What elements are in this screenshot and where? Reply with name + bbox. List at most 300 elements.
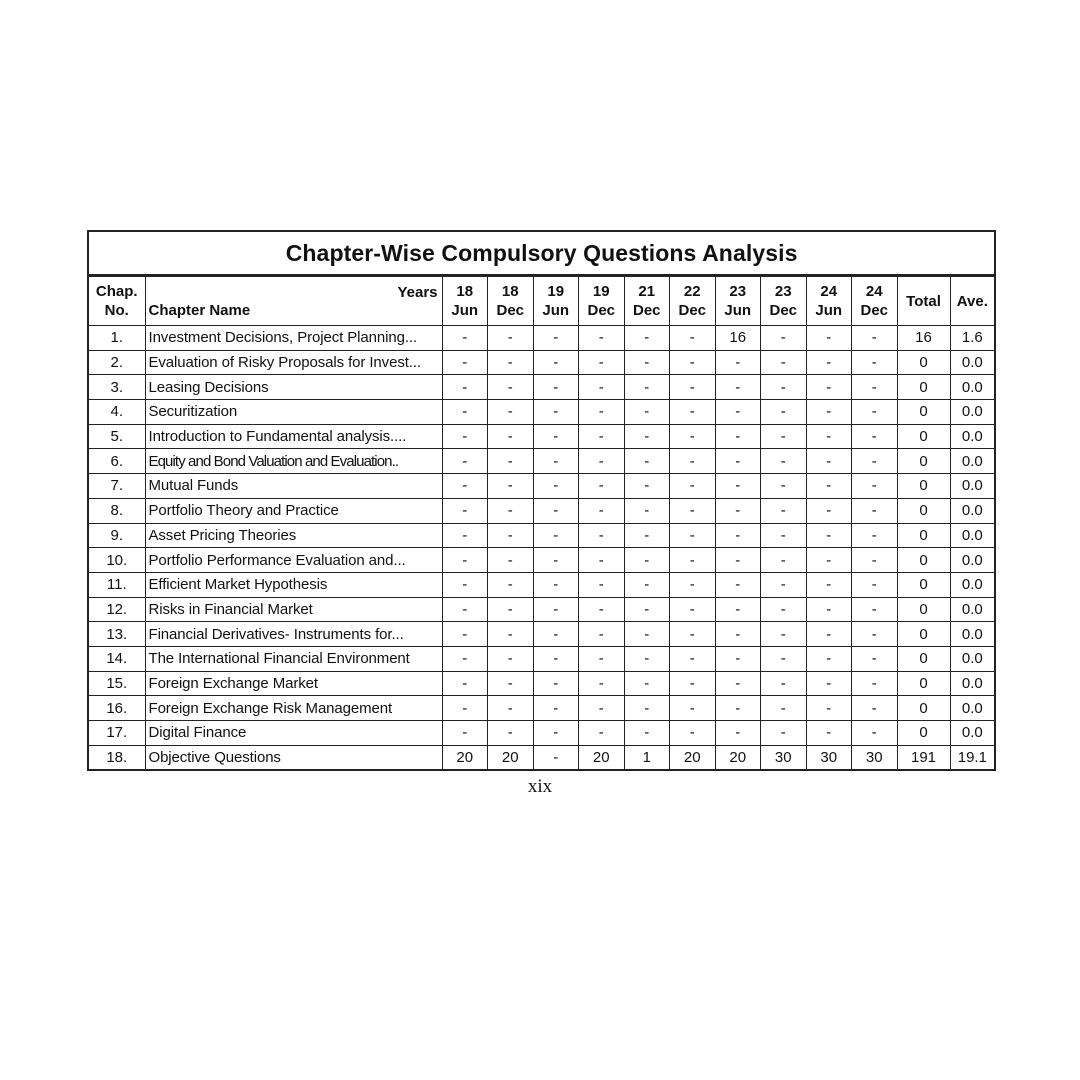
average-cell: 0.0 <box>950 424 995 449</box>
year-value-cell: - <box>533 375 579 400</box>
year-value-cell: - <box>715 671 761 696</box>
year-value-cell: - <box>761 721 807 746</box>
chapter-number-cell: 2. <box>88 350 145 375</box>
table-row <box>88 474 995 499</box>
chapter-number-cell: 11. <box>88 572 145 597</box>
average-cell: 0.0 <box>950 375 995 400</box>
year-value-cell: - <box>533 597 579 622</box>
year-value-cell: - <box>488 350 534 375</box>
year-value-cell: - <box>488 523 534 548</box>
year-value-cell: 20 <box>442 745 488 770</box>
average-cell: 0.0 <box>950 498 995 523</box>
header-row <box>88 276 995 326</box>
year-header <box>761 276 807 326</box>
year-value-cell: - <box>806 449 852 474</box>
table-row <box>88 721 995 746</box>
chapter-name-cell: Efficient Market Hypothesis <box>145 572 442 597</box>
year-value-cell: - <box>852 696 898 721</box>
year-header <box>806 276 852 326</box>
table-row <box>88 745 995 770</box>
average-cell: 0.0 <box>950 572 995 597</box>
year-value-cell: - <box>624 424 670 449</box>
total-header: Total <box>897 276 950 326</box>
year-value-cell: - <box>806 424 852 449</box>
year-value-cell: - <box>624 400 670 425</box>
year-value-cell: - <box>852 474 898 499</box>
year-header <box>579 276 625 326</box>
average-cell: 0.0 <box>950 597 995 622</box>
year-value-cell: - <box>761 326 807 351</box>
year-value-cell: - <box>715 474 761 499</box>
year-value-cell: - <box>852 646 898 671</box>
year-value-cell: - <box>624 498 670 523</box>
year-value-cell: 20 <box>670 745 716 770</box>
year-value-cell: - <box>715 696 761 721</box>
year-value-cell: - <box>442 696 488 721</box>
year-header-year: 24 <box>865 283 883 300</box>
year-value-cell: - <box>852 498 898 523</box>
total-cell: 0 <box>897 523 950 548</box>
year-value-cell: 30 <box>761 745 807 770</box>
year-value-cell: - <box>715 449 761 474</box>
year-value-cell: - <box>533 548 579 573</box>
year-value-cell: - <box>442 375 488 400</box>
year-value-cell: - <box>579 375 625 400</box>
year-value-cell: - <box>624 350 670 375</box>
year-value-cell: - <box>761 375 807 400</box>
chapter-number-cell: 17. <box>88 721 145 746</box>
year-value-cell: - <box>670 597 716 622</box>
year-value-cell: - <box>715 375 761 400</box>
year-value-cell: - <box>579 597 625 622</box>
year-value-cell: - <box>715 622 761 647</box>
chapter-number-cell: 8. <box>88 498 145 523</box>
year-header-month: Jun <box>815 302 843 319</box>
year-value-cell: - <box>852 400 898 425</box>
chapter-number-cell: 5. <box>88 424 145 449</box>
year-header-month: Jun <box>542 302 570 319</box>
average-header: Ave. <box>950 276 995 326</box>
year-value-cell: - <box>852 671 898 696</box>
chapter-number-cell: 1. <box>88 326 145 351</box>
year-value-cell: - <box>442 622 488 647</box>
year-value-cell: - <box>806 622 852 647</box>
year-value-cell: - <box>670 400 716 425</box>
year-value-cell: - <box>624 449 670 474</box>
year-value-cell: - <box>806 646 852 671</box>
year-value-cell: - <box>761 350 807 375</box>
year-value-cell: - <box>533 745 579 770</box>
year-header-year: 21 <box>638 283 656 300</box>
average-cell: 0.0 <box>950 671 995 696</box>
year-value-cell: - <box>488 400 534 425</box>
total-cell: 0 <box>897 721 950 746</box>
average-cell: 1.6 <box>950 326 995 351</box>
year-value-cell: - <box>715 424 761 449</box>
table-row <box>88 350 995 375</box>
year-value-cell: - <box>533 721 579 746</box>
table-row <box>88 597 995 622</box>
total-cell: 0 <box>897 671 950 696</box>
year-value-cell: - <box>488 671 534 696</box>
year-value-cell: - <box>579 671 625 696</box>
year-value-cell: - <box>624 622 670 647</box>
year-value-cell: - <box>715 721 761 746</box>
year-value-cell: - <box>579 646 625 671</box>
year-value-cell: - <box>715 597 761 622</box>
year-value-cell: - <box>488 646 534 671</box>
years-header-label: Years <box>397 284 438 301</box>
chapter-name-cell: Asset Pricing Theories <box>145 523 442 548</box>
year-value-cell: - <box>670 350 716 375</box>
year-header <box>715 276 761 326</box>
year-header-month: Jun <box>724 302 752 319</box>
table-row <box>88 449 995 474</box>
year-value-cell: - <box>533 646 579 671</box>
average-cell: 19.1 <box>950 745 995 770</box>
table-body <box>88 326 995 771</box>
total-cell: 0 <box>897 424 950 449</box>
year-value-cell: - <box>442 326 488 351</box>
year-value-cell: - <box>624 721 670 746</box>
average-cell: 0.0 <box>950 400 995 425</box>
year-value-cell: - <box>488 548 534 573</box>
table-title: Chapter-Wise Compulsory Questions Analysis <box>88 231 995 276</box>
year-value-cell: - <box>579 474 625 499</box>
chapter-name-cell: Foreign Exchange Risk Management <box>145 696 442 721</box>
year-value-cell: - <box>442 424 488 449</box>
total-cell: 0 <box>897 498 950 523</box>
chapter-number-cell: 7. <box>88 474 145 499</box>
year-value-cell: - <box>715 548 761 573</box>
year-value-cell: - <box>533 622 579 647</box>
table-row <box>88 696 995 721</box>
year-value-cell: - <box>670 548 716 573</box>
chap-no-header-line2: No. <box>104 302 129 319</box>
total-cell: 0 <box>897 400 950 425</box>
year-header-year: 22 <box>683 283 701 300</box>
year-value-cell: - <box>670 671 716 696</box>
year-value-cell: - <box>670 622 716 647</box>
chapter-name-cell: Portfolio Theory and Practice <box>145 498 442 523</box>
year-value-cell: - <box>533 326 579 351</box>
chapter-number-cell: 3. <box>88 375 145 400</box>
table-row <box>88 548 995 573</box>
total-cell: 0 <box>897 572 950 597</box>
table-row <box>88 424 995 449</box>
year-value-cell: - <box>761 572 807 597</box>
year-value-cell: - <box>488 424 534 449</box>
year-value-cell: - <box>624 326 670 351</box>
chapter-number-cell: 18. <box>88 745 145 770</box>
year-value-cell: - <box>579 498 625 523</box>
year-value-cell: - <box>533 498 579 523</box>
year-value-cell: - <box>488 572 534 597</box>
year-value-cell: - <box>670 375 716 400</box>
year-value-cell: - <box>533 523 579 548</box>
year-value-cell: - <box>442 400 488 425</box>
year-value-cell: - <box>488 474 534 499</box>
year-value-cell: - <box>670 696 716 721</box>
year-value-cell: - <box>624 696 670 721</box>
year-value-cell: - <box>761 671 807 696</box>
year-value-cell: - <box>806 523 852 548</box>
year-value-cell: - <box>442 449 488 474</box>
year-header-month: Dec <box>678 302 707 319</box>
total-cell: 0 <box>897 646 950 671</box>
year-value-cell: - <box>670 449 716 474</box>
average-cell: 0.0 <box>950 646 995 671</box>
chapter-name-cell: Foreign Exchange Market <box>145 671 442 696</box>
chapter-number-cell: 16. <box>88 696 145 721</box>
year-value-cell: - <box>670 424 716 449</box>
year-value-cell: - <box>806 671 852 696</box>
year-value-cell: - <box>442 572 488 597</box>
year-header-year: 19 <box>547 283 565 300</box>
year-value-cell: - <box>761 548 807 573</box>
year-value-cell: - <box>624 671 670 696</box>
average-cell: 0.0 <box>950 474 995 499</box>
total-cell: 0 <box>897 449 950 474</box>
table-row <box>88 400 995 425</box>
year-value-cell: - <box>442 597 488 622</box>
year-header-year: 19 <box>592 283 610 300</box>
chapter-name-cell: Equity and Bond Valuation and Evaluation.. <box>145 449 442 474</box>
year-value-cell: - <box>761 400 807 425</box>
year-value-cell: - <box>624 646 670 671</box>
total-cell: 0 <box>897 597 950 622</box>
average-cell: 0.0 <box>950 696 995 721</box>
year-value-cell: - <box>806 326 852 351</box>
table-row <box>88 523 995 548</box>
chapter-name-cell: Portfolio Performance Evaluation and... <box>145 548 442 573</box>
year-value-cell: - <box>579 350 625 375</box>
year-value-cell: - <box>533 572 579 597</box>
year-value-cell: - <box>579 548 625 573</box>
year-header-year: 18 <box>501 283 519 300</box>
year-value-cell: - <box>579 622 625 647</box>
total-cell: 16 <box>897 326 950 351</box>
year-value-cell: - <box>852 350 898 375</box>
year-header-month: Dec <box>860 302 889 319</box>
year-value-cell: - <box>670 474 716 499</box>
year-value-cell: - <box>806 597 852 622</box>
total-cell: 0 <box>897 474 950 499</box>
chapter-number-cell: 15. <box>88 671 145 696</box>
year-value-cell: - <box>533 449 579 474</box>
year-value-cell: - <box>852 721 898 746</box>
year-header <box>624 276 670 326</box>
year-value-cell: 16 <box>715 326 761 351</box>
chapter-number-cell: 6. <box>88 449 145 474</box>
year-value-cell: - <box>488 326 534 351</box>
year-value-cell: - <box>579 400 625 425</box>
average-cell: 0.0 <box>950 449 995 474</box>
year-value-cell: - <box>533 400 579 425</box>
year-value-cell: - <box>442 721 488 746</box>
year-value-cell: - <box>715 498 761 523</box>
year-header <box>488 276 534 326</box>
year-value-cell: - <box>670 721 716 746</box>
chapter-number-cell: 10. <box>88 548 145 573</box>
chapter-number-cell: 12. <box>88 597 145 622</box>
year-value-cell: - <box>579 449 625 474</box>
chap-no-header-line1: Chap. <box>95 283 138 300</box>
chapter-number-cell: 4. <box>88 400 145 425</box>
year-value-cell: - <box>761 696 807 721</box>
year-value-cell: - <box>488 696 534 721</box>
year-header <box>852 276 898 326</box>
title-row <box>88 231 995 276</box>
year-header-year: 23 <box>774 283 792 300</box>
year-value-cell: - <box>806 375 852 400</box>
table-row <box>88 572 995 597</box>
year-value-cell: - <box>442 523 488 548</box>
year-value-cell: - <box>852 375 898 400</box>
year-value-cell: - <box>761 597 807 622</box>
year-value-cell: - <box>761 449 807 474</box>
year-value-cell: 20 <box>579 745 625 770</box>
year-value-cell: - <box>442 548 488 573</box>
year-value-cell: - <box>624 523 670 548</box>
year-value-cell: - <box>715 350 761 375</box>
total-cell: 0 <box>897 350 950 375</box>
year-value-cell: 1 <box>624 745 670 770</box>
year-value-cell: - <box>806 696 852 721</box>
year-value-cell: - <box>715 572 761 597</box>
year-value-cell: - <box>761 474 807 499</box>
year-value-cell: - <box>488 622 534 647</box>
year-value-cell: - <box>852 449 898 474</box>
year-value-cell: - <box>579 424 625 449</box>
table-row <box>88 375 995 400</box>
chapter-name-cell: Objective Questions <box>145 745 442 770</box>
year-value-cell: - <box>488 375 534 400</box>
year-value-cell: - <box>670 572 716 597</box>
year-header-year: 23 <box>729 283 747 300</box>
page-number: xix <box>527 776 553 797</box>
chapter-name-cell: Mutual Funds <box>145 474 442 499</box>
chapter-name-cell: Investment Decisions, Project Planning... <box>145 326 442 351</box>
year-value-cell: 30 <box>852 745 898 770</box>
total-cell: 0 <box>897 375 950 400</box>
year-value-cell: - <box>761 424 807 449</box>
chapter-name-cell: Financial Derivatives- Instruments for... <box>145 622 442 647</box>
year-value-cell: - <box>715 646 761 671</box>
table-row <box>88 671 995 696</box>
year-value-cell: - <box>488 721 534 746</box>
year-header-year: 18 <box>456 283 474 300</box>
year-value-cell: - <box>852 424 898 449</box>
year-value-cell: - <box>761 523 807 548</box>
year-value-cell: - <box>852 572 898 597</box>
chapter-number-cell: 13. <box>88 622 145 647</box>
year-header <box>670 276 716 326</box>
year-value-cell: - <box>761 498 807 523</box>
year-value-cell: - <box>761 646 807 671</box>
table-row <box>88 646 995 671</box>
year-value-cell: - <box>442 350 488 375</box>
year-value-cell: - <box>488 498 534 523</box>
year-value-cell: - <box>806 548 852 573</box>
year-value-cell: - <box>579 326 625 351</box>
year-header-month: Dec <box>587 302 616 319</box>
year-value-cell: - <box>806 350 852 375</box>
year-value-cell: - <box>442 671 488 696</box>
year-value-cell: - <box>488 597 534 622</box>
chapter-name-cell: Securitization <box>145 400 442 425</box>
year-header <box>533 276 579 326</box>
year-value-cell: - <box>533 671 579 696</box>
chapter-analysis-table <box>87 230 996 771</box>
year-header-year: 24 <box>820 283 838 300</box>
year-value-cell: - <box>624 375 670 400</box>
year-value-cell: - <box>715 523 761 548</box>
average-cell: 0.0 <box>950 350 995 375</box>
year-value-cell: - <box>579 572 625 597</box>
year-value-cell: - <box>488 449 534 474</box>
year-value-cell: - <box>624 572 670 597</box>
chapter-number-cell: 14. <box>88 646 145 671</box>
average-cell: 0.0 <box>950 622 995 647</box>
table-row <box>88 498 995 523</box>
chapter-name-cell: Evaluation of Risky Proposals for Invest... <box>145 350 442 375</box>
year-value-cell: - <box>579 721 625 746</box>
year-value-cell: - <box>533 474 579 499</box>
average-cell: 0.0 <box>950 548 995 573</box>
year-value-cell: - <box>442 646 488 671</box>
chapter-name-cell: Introduction to Fundamental analysis.... <box>145 424 442 449</box>
year-value-cell: - <box>670 498 716 523</box>
year-value-cell: - <box>624 548 670 573</box>
chapter-name-cell: The International Financial Environment <box>145 646 442 671</box>
year-value-cell: - <box>806 400 852 425</box>
year-header-month: Dec <box>769 302 798 319</box>
year-value-cell: - <box>533 424 579 449</box>
chapter-name-cell: Risks in Financial Market <box>145 597 442 622</box>
chapter-name-header-label: Chapter Name <box>148 302 251 319</box>
year-value-cell: - <box>715 400 761 425</box>
total-cell: 0 <box>897 548 950 573</box>
total-cell: 0 <box>897 696 950 721</box>
year-value-cell: - <box>670 646 716 671</box>
year-value-cell: - <box>852 326 898 351</box>
average-cell: 0.0 <box>950 523 995 548</box>
year-value-cell: - <box>761 622 807 647</box>
year-value-cell: 20 <box>715 745 761 770</box>
chapter-number-cell: 9. <box>88 523 145 548</box>
year-value-cell: - <box>442 474 488 499</box>
average-cell: 0.0 <box>950 721 995 746</box>
chap-no-header <box>88 276 145 326</box>
year-value-cell: - <box>579 523 625 548</box>
year-value-cell: - <box>806 498 852 523</box>
year-value-cell: - <box>579 696 625 721</box>
year-value-cell: - <box>852 597 898 622</box>
year-value-cell: - <box>624 474 670 499</box>
year-value-cell: - <box>533 350 579 375</box>
chapter-name-cell: Leasing Decisions <box>145 375 442 400</box>
year-value-cell: 20 <box>488 745 534 770</box>
year-value-cell: - <box>670 326 716 351</box>
year-value-cell: - <box>670 523 716 548</box>
year-header-month: Dec <box>632 302 661 319</box>
year-header <box>442 276 488 326</box>
year-value-cell: - <box>442 498 488 523</box>
table-row <box>88 326 995 351</box>
year-value-cell: - <box>806 474 852 499</box>
year-value-cell: - <box>624 597 670 622</box>
